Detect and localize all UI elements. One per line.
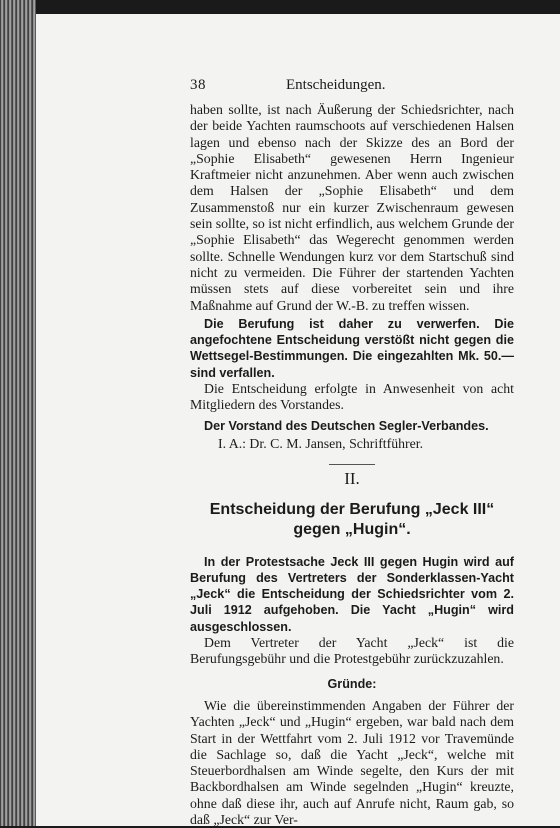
- ruling-statement: In der Protestsache Jeck III gegen Hugin wird auf Berufung des Vertreters der Sonderklassen-Yacht „Jeck“ die Entscheidung der Schiedsrichter vom 2. Juli 1912 aufgehoben. Die Yacht „Hugin“ wird ausgeschlossen.: [190, 554, 514, 634]
- board-name: Der Vorstand des Deutschen Segler-Verbandes.: [204, 418, 489, 433]
- signature-line: I. A.: Dr. C. M. Jansen, Schriftführer.: [218, 435, 424, 451]
- page-body: [190, 102, 514, 828]
- paragraph-conclusion: haben sollte, ist nach Äußerung der Schiedsrichter, nach der beide Yachten raumschoots auf verschiedenen Halsen lagen und ebenso nach der Skizze des an Bord der „Sophie Elisabeth“ gewesenen Herrn Ingenieur Kraftmeier nicht anzunehmen. Aber wenn auch zwischen dem Halsen der „Sophie Elisabeth“ und dem Zusammenstoß nur ein kurzer Zwischenraum gewesen sein sollte, so ist nicht erfindlich, aus welchem Grunde der „Sophie Elisabeth“ das Wegerecht genommen werden sollte. Schnelle Wendungen kurz vor dem Startschuß sind nicht zu vermeiden. Die Führer der startenden Yachten müssen stets auf diese vorbereitet sein und ihre Maßnahme auf Grund der W.-B. zu treffen wissen.: [190, 102, 514, 313]
- book-spine: [0, 0, 36, 826]
- section-numeral: II.: [344, 469, 360, 489]
- running-header: [190, 77, 520, 97]
- section-divider: [329, 464, 375, 465]
- section-title: Entscheidung der Berufung „Jeck III“ gegen „Hugin“.: [209, 500, 495, 538]
- presence-note: Die Entscheidung erfolgte in Anwesenheit von acht Mitgliedern des Vorstandes.: [190, 381, 514, 413]
- page-number: 38: [190, 77, 206, 93]
- refund-note: Dem Vertreter der Yacht „Jeck“ ist die Berufungsgebühr und die Protestgebühr zurückzuzahlen.: [190, 635, 514, 667]
- decision-statement: Die Berufung ist daher zu verwerfen. Die angefochtene Entscheidung verstößt nicht gegen die Wettsegel-Bestimmungen. Die eingezahlten Mk. 50.— sind verfallen.: [190, 316, 514, 380]
- reasons-heading: Gründe:: [327, 676, 377, 691]
- running-title: Entscheidungen.: [286, 77, 386, 93]
- reasons-text: Wie die übereinstimmenden Angaben der Führer der Yachten „Jeck“ und „Hugin“ ergeben, war bald nach dem Start in der Wettfahrt vom 2. Juli 1912 vor Travemünde die Sachlage so, daß die Yacht „Jeck“, welche mit Steuerbordhalsen am Winde segelte, den Kurs der mit Backbordhalsen am Winde segelnden „Hugin“ kreuzte, ohne daß diese ihr, auch auf Anrufe nicht, Raum gab, so daß „Jeck“ zur Ver-: [190, 697, 514, 827]
